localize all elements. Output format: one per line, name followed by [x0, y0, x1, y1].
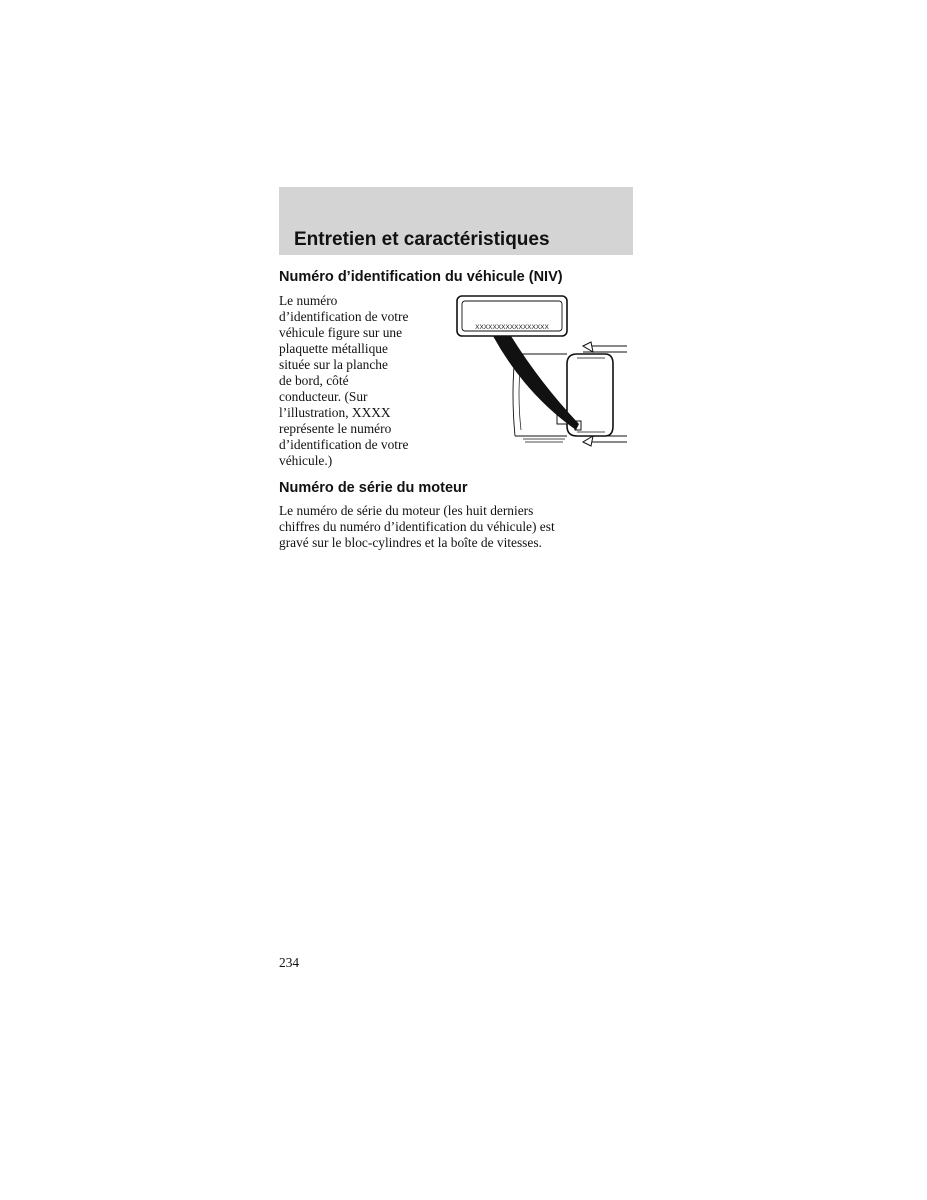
vin-paragraph-line: d’identification de votre — [279, 437, 409, 452]
vin-paragraph-line: Le numéro — [279, 293, 338, 308]
vin-paragraph-line: située sur la planche — [279, 357, 388, 372]
vin-plate-code: XXXXXXXXXXXXXXXXX — [475, 324, 549, 331]
vin-paragraph-line: véhicule.) — [279, 453, 333, 468]
vin-paragraph-line: d’identification de votre — [279, 309, 409, 324]
engine-paragraph — [279, 503, 639, 551]
callout-pointer — [493, 336, 579, 430]
engine-section-heading: Numéro de série du moteur — [279, 480, 468, 496]
vin-paragraph-line: l’illustration, XXXX — [279, 405, 391, 420]
vin-paragraph — [279, 293, 444, 469]
chapter-header-bar — [279, 187, 633, 255]
engine-paragraph-line: gravé sur le bloc-cylindres et la boîte de vitesses. — [279, 535, 542, 550]
engine-paragraph-line: Le numéro de série du moteur (les huit derniers — [279, 503, 534, 518]
vin-paragraph-line: plaquette métallique — [279, 341, 388, 356]
vehicle-outline — [513, 342, 627, 446]
chapter-title: Entretien et caractéristiques — [294, 229, 550, 250]
vin-paragraph-line: de bord, côté — [279, 373, 349, 388]
vin-paragraph-line: représente le numéro — [279, 421, 392, 436]
vin-paragraph-line: véhicule figure sur une — [279, 325, 403, 340]
engine-paragraph-line: chiffres du numéro d’identification du véhicule) est — [279, 519, 555, 534]
page-number: 234 — [279, 955, 300, 970]
vin-plate-illustration — [455, 294, 630, 448]
vin-paragraph-line: conducteur. (Sur — [279, 389, 368, 404]
vin-section-heading: Numéro d’identification du véhicule (NIV) — [279, 269, 563, 285]
vin-plate — [457, 296, 567, 336]
